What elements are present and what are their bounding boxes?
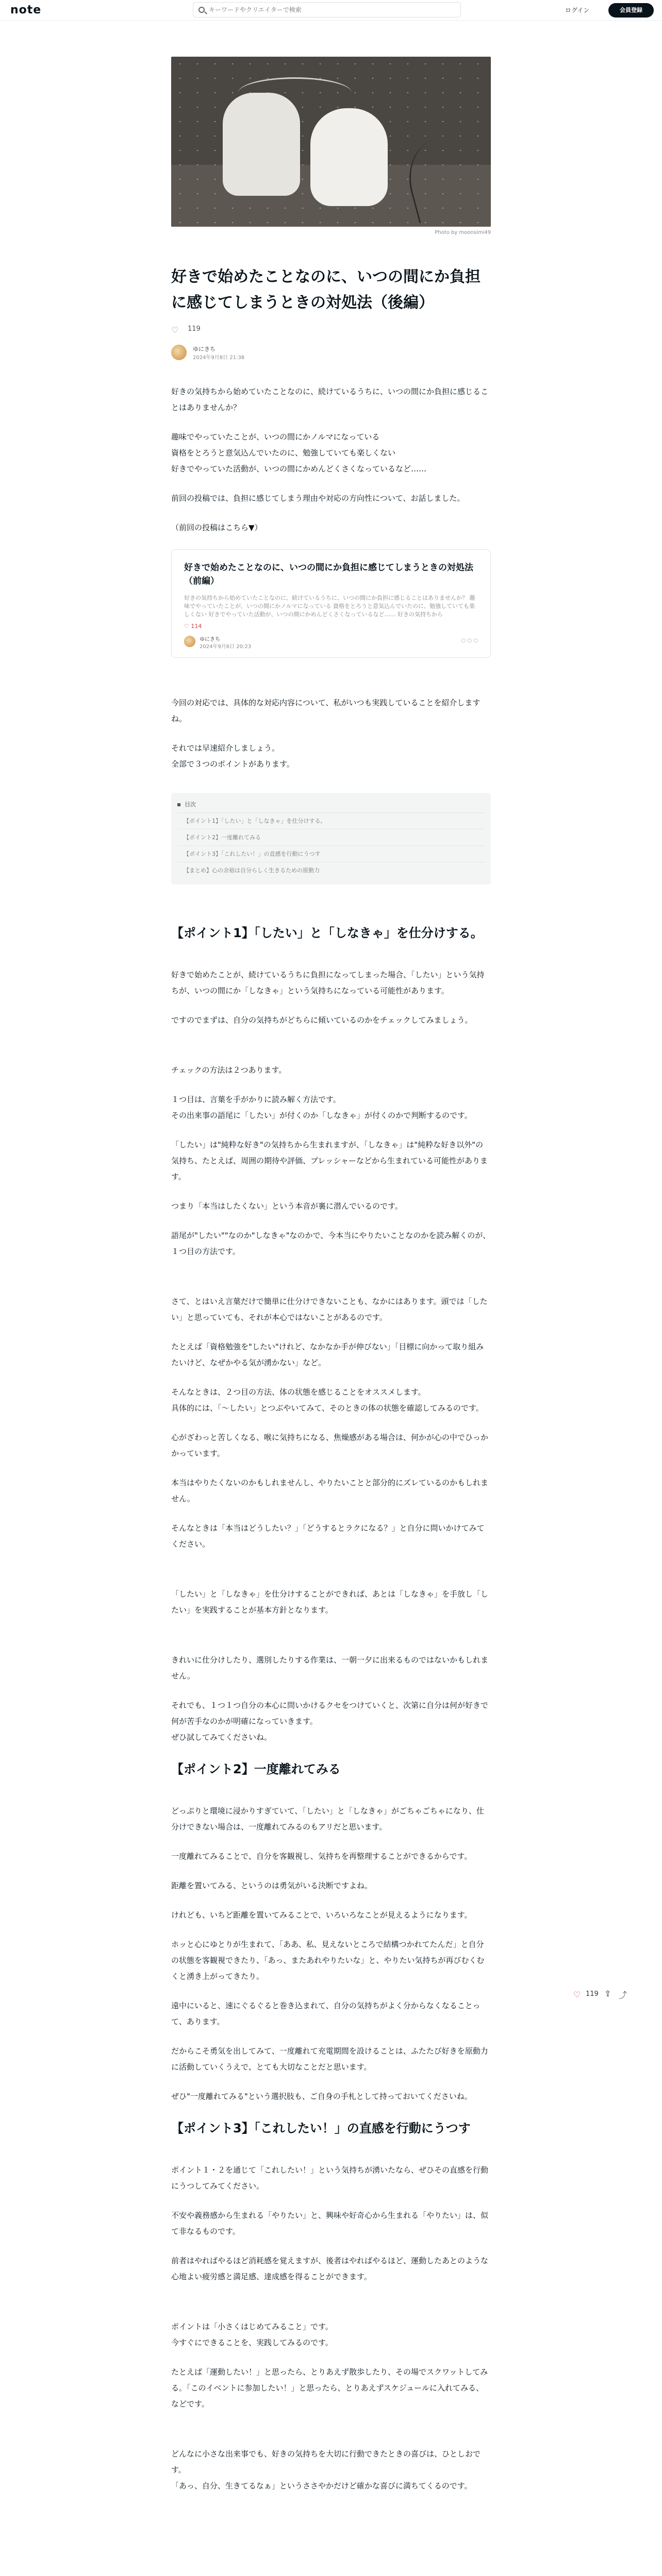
paragraph: 好きの気持ちから始めていたことなのに、続けているうちに、いつの間にか負担に感じることはありませんか？ xyxy=(171,387,489,412)
toc-item[interactable]: 【まとめ】心の余裕は自分らしく生きるための原動力 xyxy=(177,862,485,878)
paragraph: 距離を置いてみる、というのは勇気がいる決断ですよね。 xyxy=(171,1881,373,1890)
embed-description: 好きの気持ちから始めていたことなのに、続けているうちに、いつの間にか負担に感じることはありませんか？ 趣味でやっていたことが、いつの間にかノルマになっている 資格をとろうと意気込んでいたのに、勉強していても楽しくない 好きでやっていた活動が、いつの間にかめんどくさくなっているなど…… 好きの気持ちから xyxy=(184,595,475,618)
section-2-body xyxy=(171,1803,491,2105)
embed-date: 2024年9月6日 20:23 xyxy=(200,644,252,650)
author-name[interactable]: ゆにきち xyxy=(193,346,216,352)
paragraph: 前回の投稿では、負担に感じてしまう理由や対応の方向性について、お話しました。 xyxy=(171,494,465,503)
paragraph: 遠中にいると、速にぐるぐると巻き込まれて、自分の気持ちがよく分からなくなることって、あります。 xyxy=(171,2001,481,2026)
paragraph: ホッと心にゆとりが生まれて、「ああ、私、見えないところで結構つかれてたんだ」と自分の状態を客観視できたり、「あっ、またあれやりたいな」と、やりたい気持ちが再びむくむくと湧き上がってきたり。 xyxy=(171,1940,485,1981)
spacer xyxy=(171,1566,491,1586)
floating-like-count[interactable]: 119 xyxy=(586,1990,599,1998)
paragraph: そんなときは「本当はどうしたい？」「どうするとラクになる？」と自分に問いかけてみてください。 xyxy=(171,1523,485,1549)
section-heading: 【ポイント2】一度離れてみる xyxy=(171,1762,341,1776)
paragraph: それでも、１つ１つ自分の本心に問いかけるクセをつけていくと、次第に自分は何が好きで何が苦手なのかが明確になっていきます。 ぜひ試してみてくださいね。 xyxy=(171,1701,489,1742)
post-date: 2024年9月8日 21:38 xyxy=(193,355,245,361)
photo-credit[interactable]: Photo by moonsimi49 xyxy=(435,230,491,235)
toc-header[interactable] xyxy=(177,800,485,812)
article-title: 好きで始めたことなのに、いつの間にか負担に感じてしまうときの対処法（後編） xyxy=(171,268,481,312)
search-input[interactable] xyxy=(209,5,451,15)
share-icon[interactable]: ⇪ xyxy=(604,1989,611,1998)
paragraph: （前回の投稿はこちら▼） xyxy=(171,523,262,532)
paragraph: さて、とはいえ言葉だけで簡単に仕分けできないことも、なかにはあります。頭では「したい」と思っていても、それが本心ではないことがあるのです。 xyxy=(171,1297,488,1322)
toc-item[interactable]: 【ポイント3】「これしたい！」の直感を行動にうつす xyxy=(177,845,485,862)
paragraph: ですのでまずは、自分の気持ちがどちらに傾いているのかをチェックしてみましょう。 xyxy=(171,1015,473,1025)
section-3-body xyxy=(171,2162,491,2494)
paragraph: たとえば「資格勉強を"したい"けれど、なかなか手が伸びない」「目標に向かって取り組みたいけど、なぜかやる気が湧かない」など。 xyxy=(171,1342,484,1367)
embed-author-row xyxy=(184,635,478,650)
login-link[interactable]: ログイン xyxy=(565,7,590,14)
top-header xyxy=(0,0,662,21)
heart-icon[interactable]: ♡ xyxy=(171,325,179,335)
embed-like-count: ♡ 114 xyxy=(184,623,202,630)
search-box[interactable] xyxy=(193,2,461,18)
paragraph: 趣味でやっていたことが、いつの間にかノルマになっている 資格をとろうと意気込んでいたのに、勉強していても楽しくない 好きでやっていた活動が、いつの間にかめんどくさくなっているなど…… xyxy=(171,432,427,473)
signup-button[interactable]: 会員登録 xyxy=(608,3,654,18)
paragraph: ポイント１・２を通じて「これしたい！」という気持ちが湧いたなら、ぜひその直感を行動にうつしてみてください。 xyxy=(171,2165,489,2191)
like-row xyxy=(171,324,491,335)
export-icon[interactable]: ⤴ xyxy=(619,1990,627,2000)
section-1-body xyxy=(171,967,491,1745)
article xyxy=(171,57,491,2507)
section-heading: 【ポイント1】「したい」と「しなきゃ」を仕分けする。 xyxy=(171,926,483,940)
paragraph: ポイントは「小さくはじめてみること」です。 今すぐにできることを、実践してみるのです。 xyxy=(171,2322,333,2347)
paragraph: けれども、いちど距離を置いてみることで、いろいろなことが見えるようになります。 xyxy=(171,1910,472,1920)
paragraph: チェックの方法は２つあります。 xyxy=(171,1065,287,1075)
embed-badge: ○ ○ ○ xyxy=(461,638,478,643)
paragraph: ぜひ"一度離れてみる"という選択肢も、ご自身の手札として持っておいてくださいね。 xyxy=(171,2092,472,2101)
spacer xyxy=(171,1042,491,1062)
heart-icon[interactable]: ♡ xyxy=(573,1990,581,1999)
hero-image xyxy=(171,57,491,227)
paragraph: 好きで始めたことが、続けているうちに負担になってしまった場合、「したい」という気持ちが、いつの間にか「しなきゃ」という気持ちになっている可能性があります。 xyxy=(171,970,485,995)
paragraph: 「したい」は"純粋な好き"の気持ちから生まれますが、「しなきゃ」は"純粋な好き以外"の気持ち、たとえば、周囲の期待や評価、プレッシャーなどから生まれている可能性があります。 xyxy=(171,1140,488,1181)
toc-item[interactable]: 【ポイント1】「したい」と「しなきゃ」を仕分けする。 xyxy=(177,812,485,829)
table-of-contents xyxy=(171,793,491,885)
paragraph: だからこそ勇気を出してみて、一度離れて充電期間を設けることは、ふたたび好きを原動力に活動していくうえで、とても大切なことだと思います。 xyxy=(171,2046,488,2072)
paragraph: どっぷりと環境に浸かりすぎていて、「したい」と「しなきゃ」がごちゃごちゃになり、仕分けできない場合は、一度離れてみるのもアリだと思います。 xyxy=(171,1806,484,1832)
toc-icon xyxy=(177,803,180,806)
section-heading: 【ポイント3】「これしたい！」の直感を行動にうつす xyxy=(171,2121,471,2136)
paragraph: 不安や義務感から生まれる「やりたい」と、興味や好奇心から生まれる「やりたい」は、似て非なるものです。 xyxy=(171,2211,489,2236)
spacer xyxy=(171,2426,491,2446)
paragraph: 本当はやりたくないのかもしれませんし、やりたいことと部分的にズレているのかもしれません。 xyxy=(171,1478,489,1503)
paragraph: きれいに仕分けしたり、選別したりする作業は、一朝一夕に出来るものではないかもしれません。 xyxy=(171,1655,489,1681)
like-count[interactable]: 119 xyxy=(188,325,201,333)
paragraph: それでは早速紹介しましょう。 全部で３つのポイントがあります。 xyxy=(171,743,294,769)
search-icon xyxy=(198,7,205,13)
paragraph: １つ目は、言葉を手がかりに読み解く方法です。 その出来事の語尾に「したい」が付くのか「しなきゃ」が付くのかで判断するのです。 xyxy=(171,1095,472,1120)
embed-title[interactable]: 好きで始めたことなのに、いつの間にか負担に感じてしまうときの対処法（前編） xyxy=(184,563,473,586)
paragraph: そんなときは、２つ目の方法、体の状態を感じることをオススメします。 具体的には、「〜したい」とつぶやいてみて、そのときの体の状態を確認してみるのです。 xyxy=(171,1387,484,1413)
paragraph: 「したい」と「しなきゃ」を仕分けすることができれば、あとは「しなきゃ」を手放し「したい」を実践することが基本方針となります。 xyxy=(171,1589,489,1615)
paragraph: 語尾が"したい""なのか"しなきゃ"なのかで、今本当にやりたいことなのかを読み解くのが、１つ目の方法です。 xyxy=(171,1231,491,1256)
paragraph: 心がざわっと苦しくなる、喉に気持ちになる、焦燥感がある場合は、何かが心の中でひっかかっています。 xyxy=(171,1433,488,1458)
spacer xyxy=(171,2298,491,2319)
hero-figure-right xyxy=(310,108,388,206)
article-body xyxy=(171,384,491,2494)
paragraph: 一度離れてみることで、自分を客観視し、気持ちを再整理することができるからです。 xyxy=(171,1852,472,1861)
paragraph: たとえば「運動したい！」と思ったら、とりあえず散歩したり、その場でスクワットしてみる。「このイベントに参加したい！」と思ったら、とりあえずスケジュールに入れてみる、などです。 xyxy=(171,2367,488,2409)
embed-avatar xyxy=(184,636,195,647)
embedded-article-card[interactable] xyxy=(171,549,491,658)
note-logo[interactable]: note xyxy=(10,4,42,16)
hero-figure-left xyxy=(223,93,300,196)
paragraph: 前者はやればやるほど消耗感を覚えますが、後者はやればやるほど、運動したあとのような心地よい疲労感と満足感、達成感を得ることができます。 xyxy=(171,2256,489,2281)
author-row[interactable] xyxy=(171,343,491,363)
paragraph: どんなに小さな出来事でも、好きの気持ちを大切に行動できたときの喜びは、ひとしおです。 「あっ、自分、生きてるなぁ」というささやかだけど確かな喜びに満ちてくるのです。 xyxy=(171,2449,481,2490)
paragraph: つまり「本当はしたくない」という本音が裏に潜んでいるのです。 xyxy=(171,1201,403,1211)
toc-item[interactable]: 【ポイント2】一度離れてみる xyxy=(177,829,485,845)
spacer xyxy=(171,1273,491,1294)
avatar[interactable] xyxy=(171,345,187,360)
toc-label: 目次 xyxy=(185,801,196,808)
spacer xyxy=(171,1632,491,1652)
paragraph: 今回の対応では、具体的な対応内容について、私がいつも実践していることを紹介しますね。 xyxy=(171,698,481,723)
embed-author-name: ゆにきち xyxy=(200,637,220,642)
